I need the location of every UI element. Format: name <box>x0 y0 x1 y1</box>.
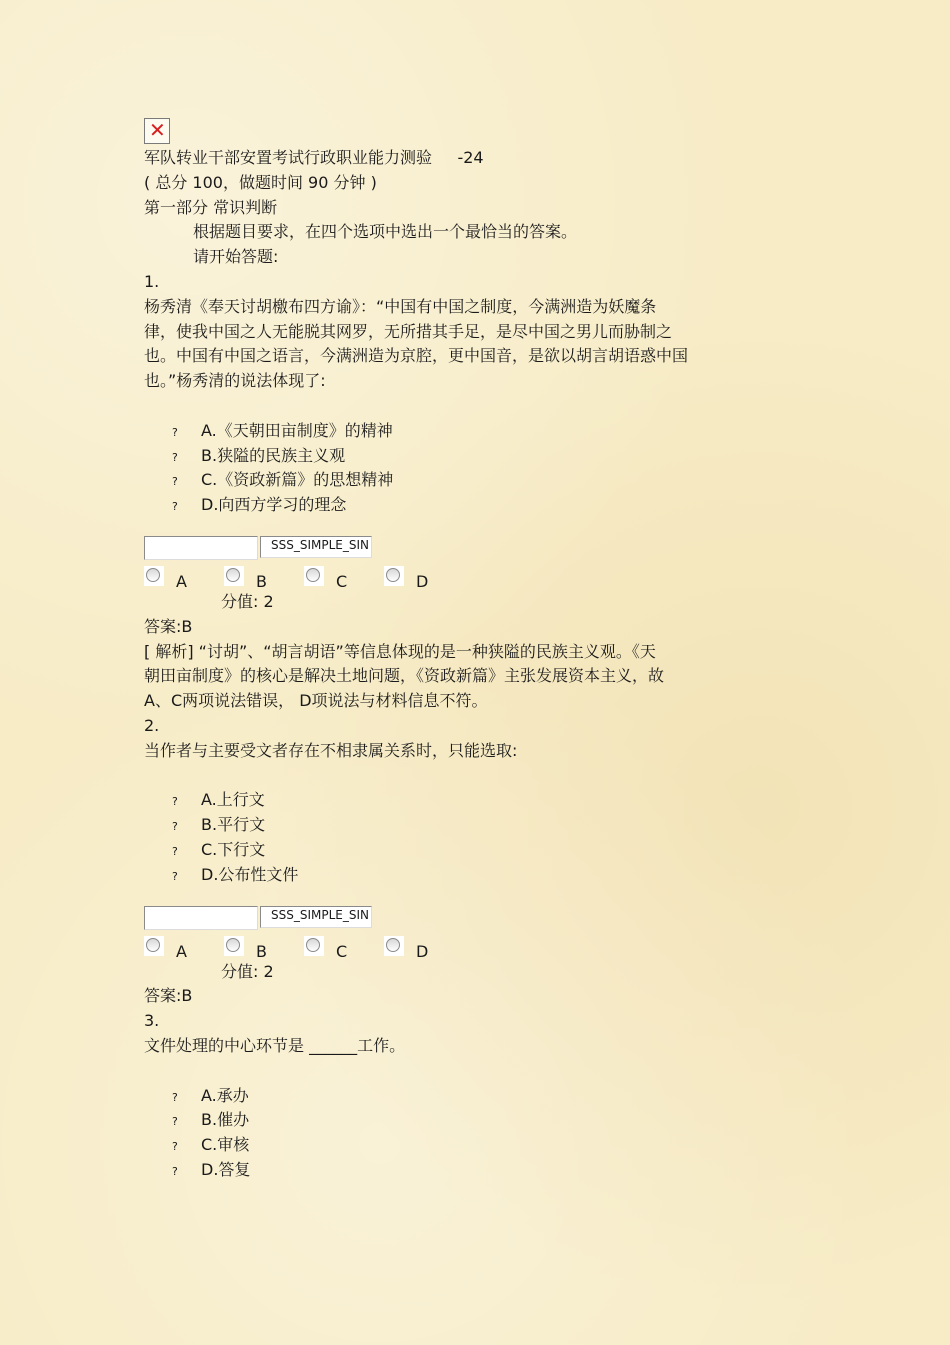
bullet-icon: ? <box>172 1164 178 1178</box>
bullet-icon: ? <box>172 475 178 489</box>
question-number: 3. <box>144 1011 160 1031</box>
radio-option-b[interactable]: B <box>224 934 304 960</box>
section-heading: 第一部分 常识判断 <box>144 197 278 217</box>
radio-icon[interactable] <box>226 568 240 582</box>
bullet-icon: ? <box>172 1115 178 1129</box>
bullet-icon: ? <box>172 844 178 858</box>
radio-option-c[interactable]: C <box>304 564 384 590</box>
radio-group <box>144 934 784 960</box>
radio-option-c[interactable]: C <box>304 934 384 960</box>
analysis-line: A、C两项说法错误， D项说法与材料信息不符。 <box>144 691 488 711</box>
option-item: ? C.《资政新篇》的思想精神 <box>144 468 784 493</box>
title-suffix: -24 <box>457 148 484 167</box>
option-item: ? B.催办 <box>144 1108 784 1133</box>
question-text-line: 当作者与主要受文者存在不相隶属关系时，只能选取: <box>144 740 518 760</box>
option-item: ? C.下行文 <box>144 838 784 863</box>
radio-option-d[interactable]: D <box>384 934 464 960</box>
radio-option-a[interactable]: A <box>144 564 224 590</box>
analysis-line: [ 解析] “讨胡”、“胡言胡语”等信息体现的是一种狭隘的民族主义观。《天 <box>144 641 656 661</box>
broken-image-icon: ✕ <box>144 118 170 144</box>
bullet-icon: ? <box>172 500 178 514</box>
score-value: 分值: 2 <box>221 591 274 611</box>
option-item: ? D.向西方学习的理念 <box>144 493 784 518</box>
question-text-line: 律，使我中国之人无能脱其网罗，无所措其手足，是尽中国之男儿而胁制之 <box>144 321 673 341</box>
radio-icon[interactable] <box>386 938 400 952</box>
option-item: ? A.上行文 <box>144 788 784 813</box>
answer-input[interactable] <box>144 906 258 930</box>
radio-icon[interactable] <box>306 938 320 952</box>
radio-icon[interactable] <box>146 568 160 582</box>
bullet-icon: ? <box>172 1090 178 1104</box>
bullet-icon: ? <box>172 1140 178 1154</box>
option-item: ? C.审核 <box>144 1133 784 1158</box>
radio-icon[interactable] <box>226 938 240 952</box>
option-item: ? D.答复 <box>144 1158 784 1183</box>
answer-controls <box>144 536 784 564</box>
bullet-icon: ? <box>172 795 178 809</box>
analysis-line: 朝田亩制度》的核心是解决土地问题，《资政新篇》主张发展资本主义，故 <box>144 666 665 686</box>
question-2 <box>144 714 784 1009</box>
option-item: ? A.《天朝田亩制度》的精神 <box>144 419 784 444</box>
score-value: 分值: 2 <box>221 961 274 981</box>
exam-page <box>144 118 784 1183</box>
question-number: 2. <box>144 715 160 735</box>
question-text-line: 也。中国有中国之语言，今满洲造为京腔，更中国音，是欲以胡言胡语惑中国 <box>144 346 689 366</box>
answer-type-field[interactable]: SSS_SIMPLE_SIN <box>260 536 372 558</box>
bullet-icon: ? <box>172 450 178 464</box>
radio-icon[interactable] <box>386 568 400 582</box>
question-text-line: 也。”杨秀清的说法体现了: <box>144 371 326 391</box>
question-text-line: 文件处理的中心环节是 ______工作。 <box>144 1035 406 1055</box>
radio-icon[interactable] <box>306 568 320 582</box>
question-3 <box>144 1009 784 1183</box>
answer-input[interactable] <box>144 536 258 560</box>
answer-controls <box>144 906 784 934</box>
radio-option-d[interactable]: D <box>384 564 464 590</box>
page-title: 军队转业干部安置考试行政职业能力测验 -24 <box>144 148 484 167</box>
instruction-start: 请开始答题: <box>193 247 279 267</box>
option-list <box>144 1084 784 1183</box>
bullet-icon: ? <box>172 425 178 439</box>
bullet-icon: ? <box>172 820 178 834</box>
question-1 <box>144 270 784 714</box>
bullet-icon: ? <box>172 869 178 883</box>
option-item: ? B.狭隘的民族主义观 <box>144 444 784 469</box>
answer-text: 答案:B <box>144 986 193 1006</box>
radio-icon[interactable] <box>146 938 160 952</box>
answer-text: 答案:B <box>144 616 193 636</box>
option-item: ? D.公布性文件 <box>144 863 784 888</box>
radio-option-a[interactable]: A <box>144 934 224 960</box>
radio-option-b[interactable]: B <box>224 564 304 590</box>
option-list <box>144 788 784 887</box>
instruction-text: 根据题目要求，在四个选项中选出一个最恰当的答案。 <box>193 222 578 242</box>
question-number: 1. <box>144 271 160 291</box>
option-item: ? B.平行文 <box>144 813 784 838</box>
option-list <box>144 419 784 518</box>
option-item: ? A.承办 <box>144 1084 784 1109</box>
exam-meta: ( 总分 100，做题时间 90 分钟 ) <box>144 172 377 192</box>
question-text-line: 杨秀清《奉天讨胡檄布四方谕》：“中国有中国之制度，今满洲造为妖魔条 <box>144 296 657 316</box>
radio-group <box>144 564 784 590</box>
answer-type-field[interactable]: SSS_SIMPLE_SIN <box>260 906 372 928</box>
